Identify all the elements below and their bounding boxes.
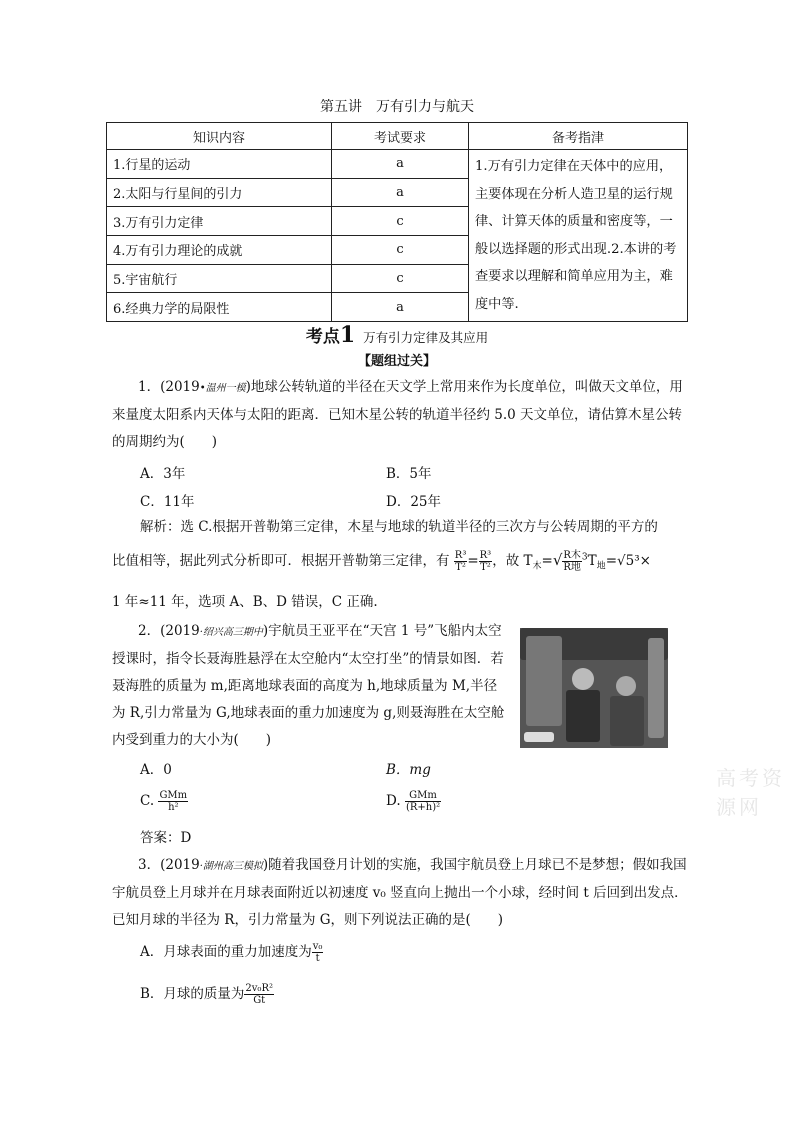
- q1-sub-mu: 木: [532, 561, 542, 572]
- row-content: 3.万有引力定律: [107, 207, 332, 236]
- header-guide: 备考指津: [469, 123, 688, 150]
- knowledge-table: [106, 122, 688, 322]
- q3-source: ·湖州高三模拟: [199, 861, 263, 872]
- header-content: 知识内容: [107, 123, 332, 150]
- q2-option-d-label: D.: [386, 793, 401, 809]
- q1-option-c: C．11年: [140, 494, 195, 510]
- q3-option-a: [140, 940, 323, 964]
- frac-numerator: GMm: [159, 790, 188, 801]
- frac-denominator: Gt: [253, 995, 266, 1006]
- q1-analysis-line1: 解析：选 C.根据开普勒第三定律，木星与地球的轨道半径的三次方与公转周期的平方的: [140, 519, 658, 535]
- q3-option-b-label: B．月球的质量为: [140, 986, 245, 1002]
- q1-analysis-tail: =√5³×: [605, 553, 651, 569]
- q3-option-a-label: A．月球表面的重力加速度为: [140, 944, 312, 960]
- q1-analysis-line2: 比值相等，据此列式分析即可．根据开普勒第三定律，有 $\frac{\text{R³}}{\text{T²}}$ = $\frac{\text{R³}}{\text{T²}}$ ，故 $T_木=√$ $\frac{\text{R木}}{\text{R地}}$ $^3T_地=√5^3\times$: [112, 550, 651, 573]
- section-number: 1: [339, 322, 356, 348]
- q2-option-b: B．mg: [386, 762, 431, 778]
- row-requirement: a: [332, 150, 469, 179]
- q2-number: 2．(2019: [138, 623, 200, 639]
- kepler-ratio-2: $\frac{\text{R³}}{\text{T²}}$: [479, 550, 492, 573]
- guide-cell: 1.万有引力定律在天体中的应用，主要体现在分析人造卫星的运行规律、计算天体的质量和密度等，一般以选择题的形式出现.2.本讲的考查要求以理解和简单应用为主，难度中等.: [469, 150, 688, 322]
- group-title: 【题组过关】: [357, 354, 436, 369]
- frac-denominator: h²: [168, 802, 179, 813]
- row-requirement: a: [332, 178, 469, 207]
- frac-numerator: 2v₀R²: [245, 983, 273, 994]
- space-station-photo: [520, 628, 668, 748]
- header-requirement: 考试要求: [332, 123, 469, 150]
- q1-analysis-so: ，故 T: [492, 553, 533, 569]
- row-requirement: c: [332, 207, 469, 236]
- q2-source: ·绍兴高三期中: [199, 627, 263, 638]
- row-content: 2.太阳与行星间的引力: [107, 178, 332, 207]
- q1-source: •温州一模: [199, 383, 246, 394]
- question-2: [112, 618, 510, 754]
- frac-numerator: v₀: [312, 941, 323, 952]
- page-title: 第五讲 万有引力与航天: [320, 99, 474, 115]
- q3-option-b: [140, 982, 274, 1006]
- q3-number: 3．(2019: [138, 857, 200, 873]
- question-3: [112, 852, 688, 934]
- q2-option-a: A．0: [140, 762, 172, 778]
- q1-sub-di: 地: [596, 561, 606, 572]
- q1-text: )地球公转轨道的半径在天文学上常用来作为长度单位，叫做天文单位，用来量度太阳系内天体与太阳的距离．已知木星公转的轨道半径约 5.0 天文单位，请估算木星公转的周期约为( ): [112, 379, 683, 450]
- q1-option-b: B．5年: [386, 466, 432, 482]
- q2-option-d-fraction: [405, 790, 441, 813]
- q1-analysis-text: 比值相等，据此列式分析即可．根据开普勒第三定律，有: [112, 553, 450, 569]
- q3-text: )随着我国登月计划的实施，我国宇航员登上月球已不是梦想；假如我国宇航员登上月球并在月球表面附近以初速度 v₀ 竖直向上抛出一个小球，经时间 t 后回到出发点．已知月球的半径为 R，引力常量为 G，则下列说法正确的是( ): [112, 857, 688, 928]
- row-content: 4.万有引力理论的成就: [107, 235, 332, 264]
- q3-option-a-fraction: [312, 941, 324, 964]
- q1-number: 1．(2019: [138, 379, 200, 395]
- row-content: 1.行星的运动: [107, 150, 332, 179]
- radius-ratio: $\frac{\text{R木}}{\text{R地}}$: [563, 550, 581, 573]
- q3-option-b-fraction: [244, 983, 274, 1006]
- question-1: [112, 374, 688, 456]
- row-requirement: c: [332, 264, 469, 293]
- row-requirement: a: [332, 293, 469, 322]
- row-requirement: c: [332, 235, 469, 264]
- q1-option-d: D．25年: [386, 494, 442, 510]
- frac-numerator: GMm: [405, 790, 441, 802]
- watermark: 高考资源网: [716, 766, 785, 819]
- q2-option-c: [140, 790, 188, 813]
- section-heading: [0, 322, 794, 348]
- frac-denominator: t: [315, 953, 320, 964]
- frac-denominator: (R+h)²: [405, 802, 441, 813]
- q2-answer: 答案：D: [140, 830, 192, 846]
- q2-text: )宇航员王亚平在“天宫 1 号”飞船内太空授课时，指令长聂海胜悬浮在太空舱内“太空打坐”的情景如图．若聂海胜的质量为 m,距离地球表面的高度为 h,地球质量为 M,半径为 R,引力常量为 G,地球表面的重力加速度为 g,则聂海胜在太空舱内受到重力的大小为( ): [112, 623, 505, 748]
- section-name: 万有引力定律及其应用: [363, 330, 489, 345]
- kepler-ratio-1: $\frac{\text{R³}}{\text{T²}}$: [454, 550, 467, 573]
- q2-option-c-label: C.: [140, 793, 155, 809]
- q1-analysis-line3: 1 年≈11 年，选项 A、B、D 错误，C 正确.: [112, 594, 378, 610]
- q2-option-c-fraction: [158, 790, 188, 813]
- row-content: 5.宇宙航行: [107, 264, 332, 293]
- row-content: 6.经典力学的局限性: [107, 293, 332, 322]
- q2-option-d: [386, 790, 441, 813]
- q1-option-a: A．3年: [140, 466, 186, 482]
- section-prefix: 考点: [305, 327, 340, 347]
